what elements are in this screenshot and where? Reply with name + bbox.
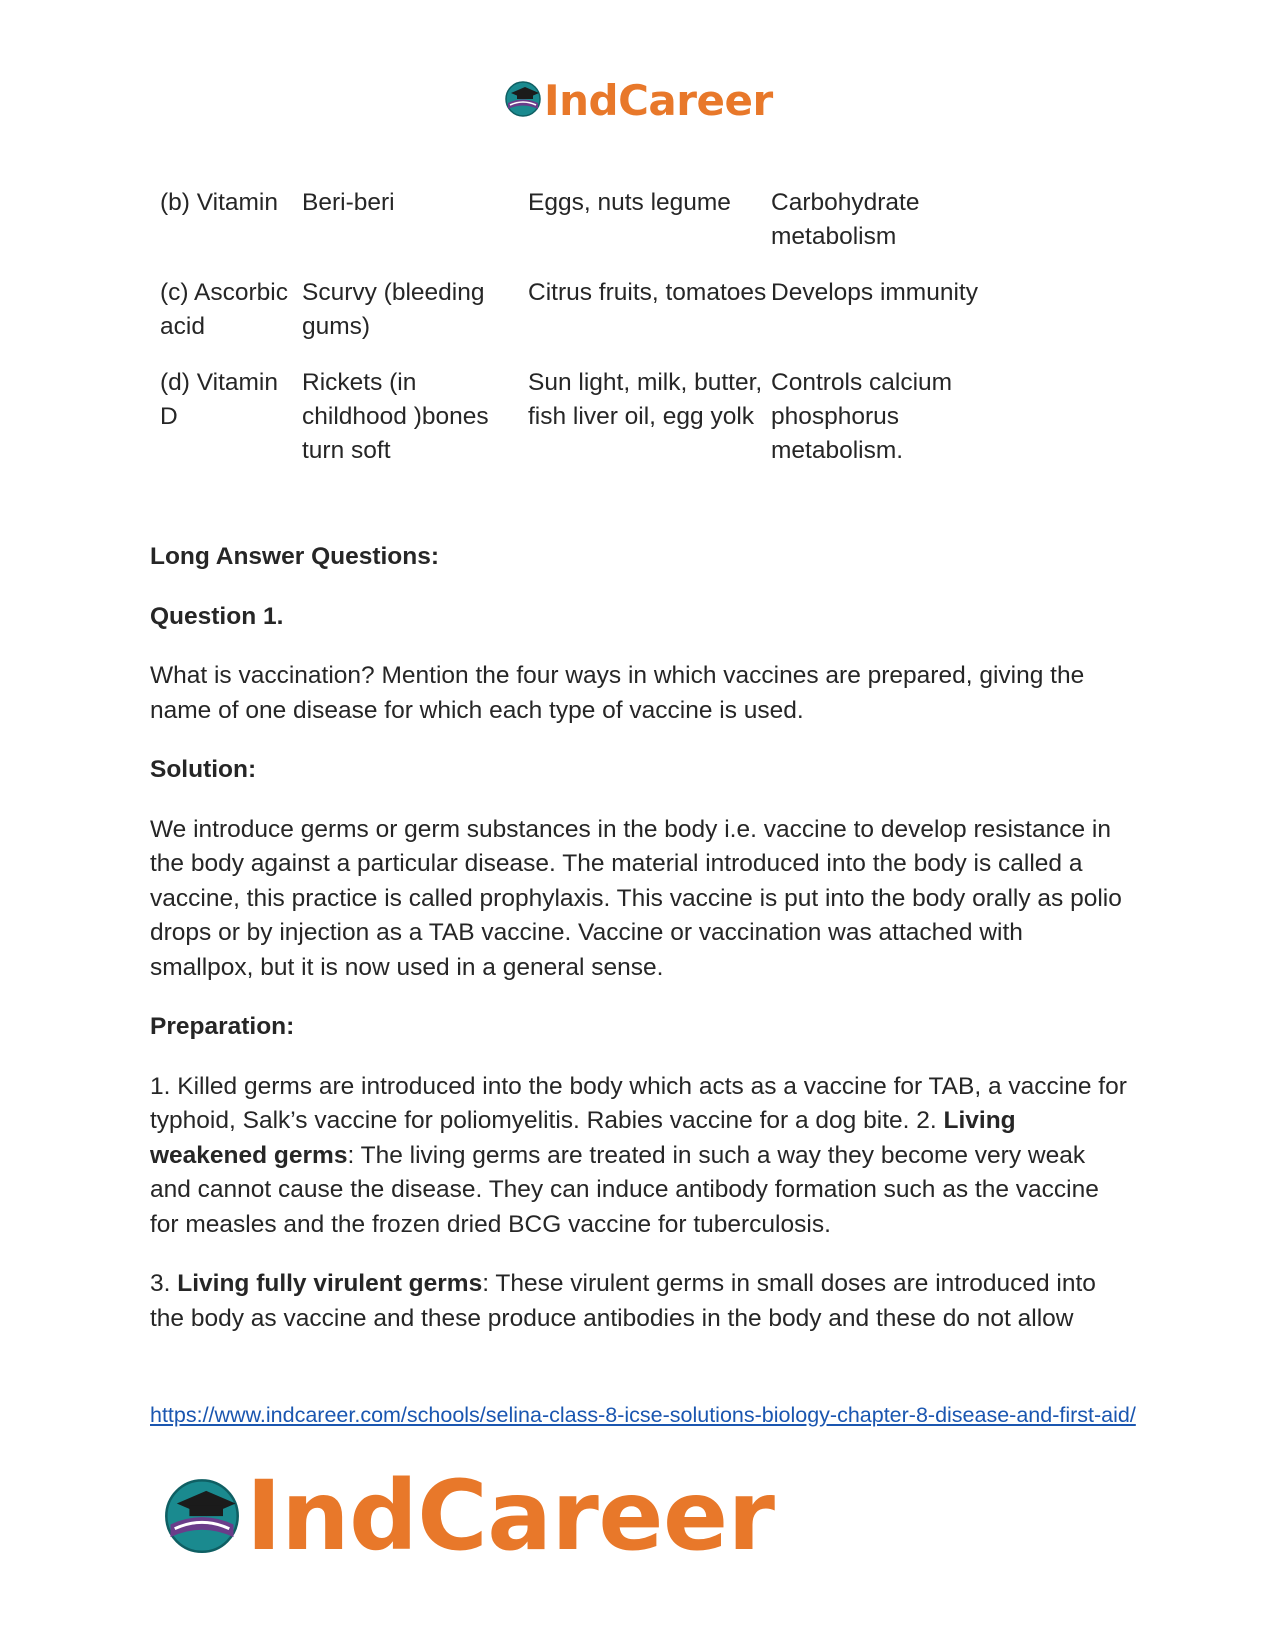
table-cell: Beri-beri — [302, 189, 395, 216]
source-link[interactable]: https://www.indcareer.com/schools/selina-class-8-icse-solutions-biology-chapter-8-disease-and-first-aid/ — [150, 1403, 1136, 1427]
prep2-bold: Living weakened germs — [150, 1107, 1016, 1169]
footer-logo-text: IndCareer — [246, 1460, 775, 1572]
question-text: What is vaccination? Mention the four ways in which vaccines are prepared, giving the name of one disease for which each type of vaccine is used. — [150, 662, 1085, 724]
prep2-text: : The living germs are treated in such a way they become very weak and cannot cause the disease. They can induce antibody formation such as the vaccine for measles and the frozen dried BCG vaccine for tuberculosis. — [150, 1141, 1099, 1238]
prep3-text: : These virulent germs in small doses are introduced into the body as vaccine and these produce antibodies in the body and these do not allow — [150, 1270, 1096, 1332]
main-content — [150, 540, 1130, 1361]
preparation-paragraph-1 — [150, 1070, 1130, 1243]
header-logo — [503, 75, 773, 125]
question-label: Question 1. — [150, 602, 284, 630]
table-cell: Eggs, nuts legume — [528, 189, 731, 216]
table-cell: Develops immunity — [771, 279, 978, 306]
graduation-cap-book-globe-icon — [503, 78, 543, 123]
prep3-bold: Living fully virulent germs — [177, 1270, 483, 1297]
table-cell: Carbohydrate metabolism — [771, 189, 920, 250]
vitamin-table — [160, 186, 1031, 490]
prep3-num: 3. — [150, 1270, 178, 1297]
table-cell: Sun light, milk, butter, fish liver oil, egg yolk — [528, 369, 763, 430]
table-cell: Controls calcium phosphorus metabolism. — [771, 369, 953, 464]
preparation-paragraph-3 — [150, 1267, 1130, 1336]
table-cell: Citrus fruits, tomatoes — [528, 279, 767, 306]
header-logo-text: IndCareer — [544, 75, 773, 125]
solution-text: We introduce germs or germ substances in the body i.e. vaccine to develop resistance in the body against a particular disease. The material introduced into the body is called a vaccine, this practice is called prophylaxis. This vaccine is put into the body orally as polio drops or by injection as a TAB vaccine. Vaccine or vaccination was attached with smallpox, but it is now used in a general sense. — [150, 815, 1122, 981]
table-cell: (b) Vitamin — [160, 189, 279, 216]
table-cell: Rickets (in childhood )bones turn soft — [302, 369, 489, 464]
preparation-label: Preparation: — [150, 1013, 295, 1040]
prep1-text: 1. Killed germs are introduced into the body which acts as a vaccine for TAB, a vaccine for typhoid, Salk’s vaccine for poliomyelitis. Rabies vaccine for a dog bite. 2. — [150, 1072, 1127, 1134]
table-row — [160, 186, 1031, 276]
table-row — [160, 366, 1031, 490]
table-cell: Scurvy (bleeding gums) — [302, 279, 485, 340]
footer-logo — [160, 1460, 775, 1572]
solution-label: Solution: — [150, 756, 257, 783]
graduation-cap-book-globe-icon — [160, 1472, 244, 1561]
table-cell: (d) Vitamin D — [160, 369, 279, 430]
table-cell: (c) Ascorbic acid — [160, 279, 288, 340]
table-row — [160, 276, 1031, 366]
section-heading: Long Answer Questions: — [150, 543, 440, 570]
